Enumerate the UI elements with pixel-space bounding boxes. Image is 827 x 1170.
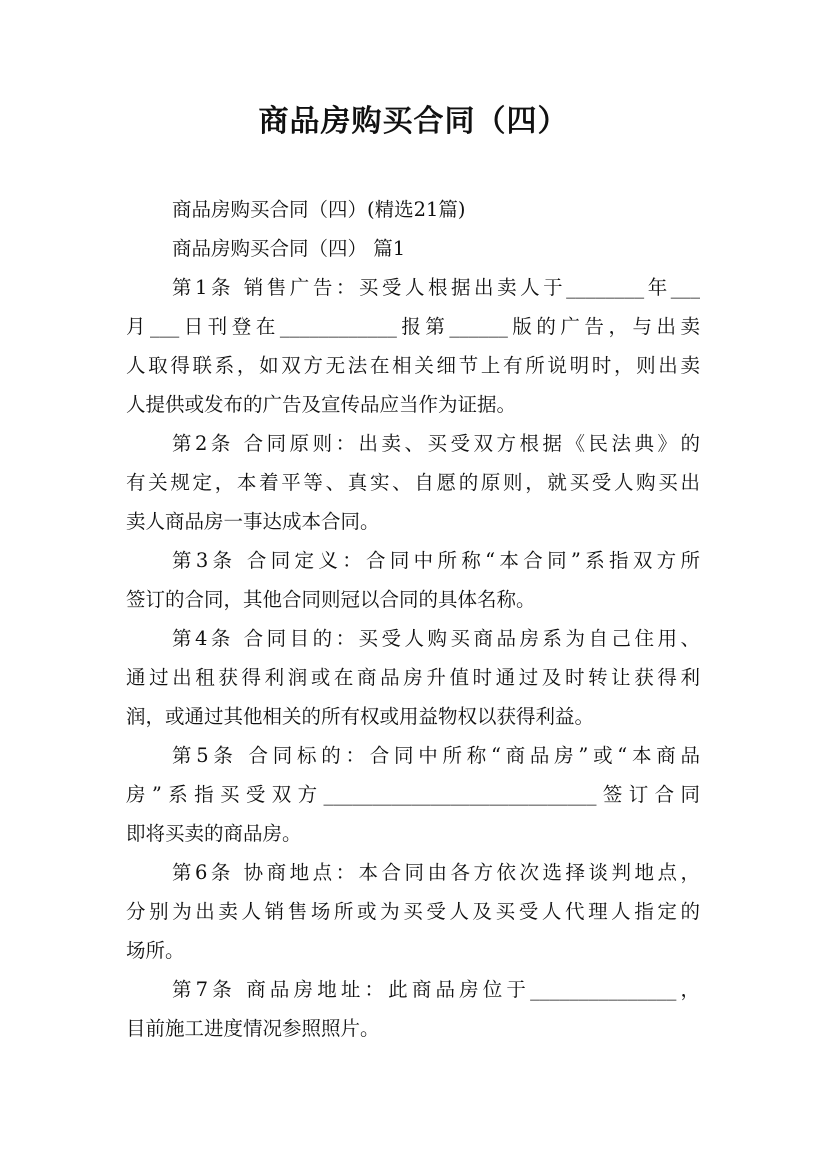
text-line bbox=[0, 307, 827, 347]
text-line bbox=[0, 424, 827, 464]
clause-4-line: 通过出租获得利润或在商品房升值时通过及时转让获得利 bbox=[126, 666, 700, 689]
text-line bbox=[0, 346, 827, 386]
text-line bbox=[0, 502, 827, 542]
clause-5-line: 第5条 合同标的：合同中所称“商品房”或“本商品 bbox=[172, 744, 700, 767]
text-line bbox=[0, 814, 827, 854]
clause-5-line: 即将买卖的商品房。 bbox=[126, 822, 302, 845]
text-line bbox=[0, 385, 827, 425]
clause-1-line: 人提供或发布的广告及宣传品应当作为证据。 bbox=[126, 393, 517, 416]
clause-4-line: 第4条 合同目的：买受人购买商品房系为自己住用、 bbox=[172, 627, 700, 650]
text-line bbox=[0, 775, 827, 815]
text-line bbox=[0, 697, 827, 737]
clause-2-line: 第2条 合同原则：出卖、买受双方根据《民法典》的 bbox=[172, 432, 700, 455]
text-line bbox=[0, 541, 827, 581]
clause-6-line: 第6条 协商地点：本合同由各方依次选择谈判地点， bbox=[172, 861, 700, 884]
document-title: 商品房购买合同（四） bbox=[258, 104, 569, 139]
clause-1-line: 人取得联系，如双方无法在相关细节上有所说明时，则出卖 bbox=[126, 354, 700, 377]
clause-4-line: 润，或通过其他相关的所有权或用益物权以获得利益。 bbox=[126, 705, 595, 728]
text-line bbox=[0, 619, 827, 659]
text-line bbox=[0, 658, 827, 698]
text-line bbox=[0, 736, 827, 776]
text-line bbox=[0, 931, 827, 971]
subtitle: 商品房购买合同（四）(精选21篇) bbox=[172, 198, 466, 221]
text-line bbox=[0, 853, 827, 893]
clause-5-line: 房”系指买受双方____________________________签订合同 bbox=[126, 783, 700, 806]
clause-6-line: 分别为出卖人销售场所或为买受人及买受人代理人指定的 bbox=[126, 900, 700, 923]
text-line bbox=[0, 229, 827, 269]
text-line bbox=[0, 463, 827, 503]
clause-3-line: 第3条 合同定义：合同中所称“本合同”系指双方所 bbox=[172, 549, 700, 572]
clause-7-line: 目前施工进度情况参照照片。 bbox=[126, 1017, 380, 1040]
text-line bbox=[0, 892, 827, 932]
clause-2-line: 卖人商品房一事达成本合同。 bbox=[126, 510, 380, 533]
text-line bbox=[0, 970, 827, 1010]
text-line bbox=[0, 1009, 827, 1049]
clause-1-line: 第1条 销售广告：买受人根据出卖人于________年___ bbox=[172, 276, 700, 299]
clause-2-line: 有关规定，本着平等、真实、自愿的原则，就买受人购买出 bbox=[126, 471, 700, 494]
clause-6-line: 场所。 bbox=[126, 939, 185, 962]
clause-1-line: 月___日刊登在____________报第______版的广告，与出卖 bbox=[126, 315, 700, 338]
text-line bbox=[0, 268, 827, 308]
text-line bbox=[0, 580, 827, 620]
clause-3-line: 签订的合同，其他合同则冠以合同的具体名称。 bbox=[126, 588, 536, 611]
clause-7-line: 第7条 商品房地址：此商品房位于_______________， bbox=[172, 978, 700, 1001]
section-heading: 商品房购买合同（四） 篇1 bbox=[172, 237, 406, 260]
text-line bbox=[0, 190, 827, 230]
